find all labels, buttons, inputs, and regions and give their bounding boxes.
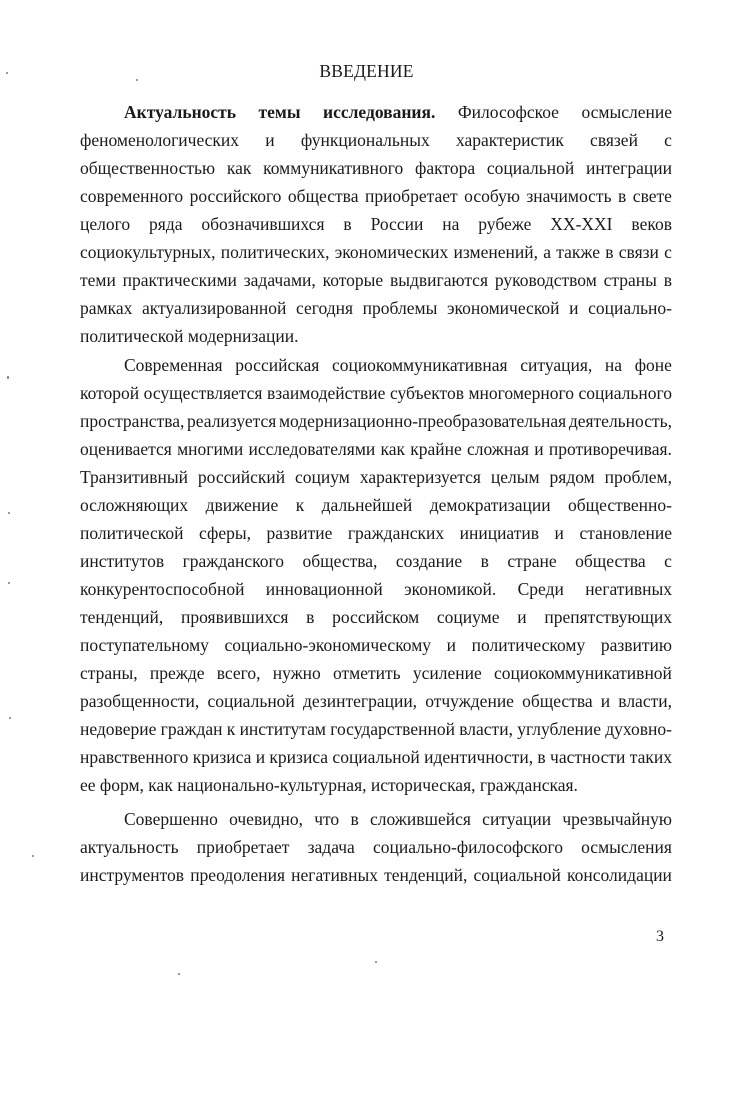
word: социальной xyxy=(486,158,575,178)
text-line xyxy=(80,269,672,291)
word: актуальность xyxy=(80,837,179,857)
word: гражданского xyxy=(182,551,285,571)
word: дальнейшей xyxy=(321,495,413,515)
word: общества, xyxy=(302,551,378,571)
word: общественно- xyxy=(567,495,672,515)
scan-speck xyxy=(32,855,34,857)
scan-speck xyxy=(8,512,10,514)
text-line xyxy=(80,836,672,858)
word: на xyxy=(442,214,460,234)
text-line: ее форм, как национально-культурная, историческая, гражданская. xyxy=(80,775,578,795)
word: социального xyxy=(578,383,672,403)
word: крайне xyxy=(410,439,462,459)
word: проблем, xyxy=(604,467,672,487)
word: как xyxy=(226,158,252,178)
scan-speck xyxy=(6,72,8,74)
word: социальной xyxy=(332,747,420,767)
word: социокоммуникативной xyxy=(493,663,672,683)
word: целого xyxy=(80,214,131,234)
word: руководством xyxy=(494,270,597,290)
text-line xyxy=(80,297,672,319)
word: общественностью xyxy=(80,158,216,178)
scan-speck xyxy=(136,79,138,81)
word: выдвигаются xyxy=(389,270,489,290)
word: развитию xyxy=(600,635,672,655)
word: дезинтеграции, xyxy=(302,691,418,711)
text-line xyxy=(80,213,672,235)
word: сложная xyxy=(466,439,530,459)
word: характеристик xyxy=(455,130,564,150)
word: в xyxy=(343,214,352,234)
word: российский xyxy=(197,467,286,487)
word: социум xyxy=(295,467,350,487)
word: осуществляется xyxy=(143,383,263,403)
word: проблемы xyxy=(362,298,438,318)
word: политическому xyxy=(471,635,586,655)
word: рубеже xyxy=(478,214,532,234)
word: осмысления xyxy=(581,837,672,857)
scan-speck xyxy=(375,961,377,963)
word: российском xyxy=(332,607,420,627)
word: кризиса xyxy=(269,747,329,767)
word: социальной xyxy=(207,691,295,711)
word: экономикой. xyxy=(404,579,497,599)
word: российского xyxy=(189,186,282,206)
word: негативных xyxy=(585,579,672,599)
word: и xyxy=(255,747,266,767)
word: как xyxy=(380,439,406,459)
word: задачами, xyxy=(243,270,316,290)
word: задача xyxy=(307,837,355,857)
word: в xyxy=(537,747,546,767)
word: оценивается xyxy=(80,439,172,459)
bold-word: Актуальность xyxy=(124,102,237,122)
word: и xyxy=(534,439,544,459)
word: а xyxy=(543,242,551,262)
word: в xyxy=(663,270,672,290)
word: таких xyxy=(629,747,672,767)
word: становление xyxy=(579,523,672,543)
word: многими xyxy=(177,439,244,459)
scan-speck xyxy=(178,973,180,975)
word: осложняющих xyxy=(80,495,189,515)
word: конкурентоспособной xyxy=(80,579,245,599)
word: многомерного xyxy=(468,383,575,403)
word: и xyxy=(265,130,275,150)
word: частности xyxy=(550,747,626,767)
word: создание xyxy=(395,551,463,571)
word: рамках xyxy=(80,298,133,318)
word: социальной xyxy=(473,865,561,885)
text-line xyxy=(80,746,672,768)
text-line xyxy=(80,550,672,572)
text-line xyxy=(124,101,672,123)
word: стране xyxy=(507,551,557,571)
word: прежде xyxy=(149,663,205,683)
word: в xyxy=(350,809,359,829)
word: кризиса xyxy=(192,747,252,767)
word: к xyxy=(226,719,236,739)
word: развитие xyxy=(266,523,333,543)
word: отчуждение xyxy=(425,691,514,711)
text-line xyxy=(80,606,672,628)
text-line xyxy=(80,662,672,684)
word: в xyxy=(480,551,489,571)
word: значимость xyxy=(526,186,612,206)
word: которые xyxy=(322,270,384,290)
word: усиление xyxy=(412,663,482,683)
word: институтов xyxy=(80,551,165,571)
word: Философское xyxy=(457,102,559,122)
word: изменений, xyxy=(453,242,538,262)
word: препятствующих xyxy=(544,607,672,627)
word: связи xyxy=(618,242,659,262)
word: также xyxy=(556,242,600,262)
word: интеграции xyxy=(586,158,672,178)
word: социуме xyxy=(436,607,500,627)
bold-word: исследования. xyxy=(323,102,436,122)
text-line xyxy=(80,522,672,544)
word: консолидации xyxy=(567,865,672,885)
text-line xyxy=(80,466,672,488)
word: отметить xyxy=(333,663,401,683)
scan-speck xyxy=(8,582,10,584)
text-line xyxy=(80,864,672,886)
word: Современная xyxy=(124,355,223,375)
word: которой xyxy=(80,383,140,403)
word: приобретает xyxy=(364,186,458,206)
word: модернизационно-преобразовательная xyxy=(278,411,567,431)
word: целым xyxy=(490,467,540,487)
word: России xyxy=(370,214,424,234)
word: институтам xyxy=(239,719,326,739)
word: особую xyxy=(464,186,520,206)
word: идентичности, xyxy=(424,747,534,767)
word: инструментов xyxy=(80,865,185,885)
word: власти, xyxy=(618,691,672,711)
word: что xyxy=(314,809,340,829)
word: социально-философского xyxy=(373,837,563,857)
text-line xyxy=(80,578,672,600)
word: и xyxy=(600,691,611,711)
word: ряда xyxy=(149,214,183,234)
page-number: 3 xyxy=(656,928,664,945)
word: теми xyxy=(80,270,116,290)
word: Совершенно xyxy=(124,809,218,829)
text-line xyxy=(80,157,672,179)
word: социокультурных, xyxy=(80,242,216,262)
word: демократизации xyxy=(429,495,551,515)
word: движение xyxy=(205,495,279,515)
word: экономических xyxy=(334,242,449,262)
word: социально- xyxy=(588,298,672,318)
word: и xyxy=(517,607,527,627)
word: общества xyxy=(575,551,646,571)
word: ситуации xyxy=(482,809,552,829)
word: экономической xyxy=(446,298,560,318)
word: недоверие xyxy=(80,719,157,739)
text-line xyxy=(80,241,672,263)
scan-speck xyxy=(7,376,9,379)
word: взаимодействие xyxy=(266,383,386,403)
word: практическими xyxy=(122,270,237,290)
word: коммуникативного xyxy=(263,158,404,178)
scan-speck xyxy=(9,717,11,719)
word: реализуется xyxy=(187,411,277,431)
word: фактора xyxy=(415,158,476,178)
text-line xyxy=(124,354,672,376)
word: социокоммуникативная xyxy=(331,355,508,375)
word: общества xyxy=(287,186,359,206)
word: общества xyxy=(522,691,593,711)
word: приобретает xyxy=(196,837,290,857)
word: политической xyxy=(80,523,184,543)
word: преодоления xyxy=(190,865,286,885)
word: XX-XXI xyxy=(550,214,613,234)
word: фоне xyxy=(634,355,672,375)
word: нравственного xyxy=(80,747,189,767)
text-line xyxy=(80,494,672,516)
word: Среди xyxy=(517,579,564,599)
word: чрезвычайную xyxy=(562,809,672,829)
word: в xyxy=(306,607,315,627)
word: свете xyxy=(632,186,672,206)
word: нужно xyxy=(272,663,321,683)
word: современного xyxy=(80,186,184,206)
word: углубление xyxy=(517,719,601,739)
word: веков xyxy=(631,214,672,234)
word: на xyxy=(604,355,623,375)
text-line xyxy=(80,382,672,404)
word: всего, xyxy=(216,663,261,683)
word: сферы, xyxy=(199,523,251,543)
word: духовно- xyxy=(605,719,672,739)
word: обозначившихся xyxy=(201,214,325,234)
word: инновационной xyxy=(265,579,383,599)
text-line xyxy=(80,129,672,151)
word: функциональных xyxy=(300,130,430,150)
word: российская xyxy=(235,355,320,375)
word: гражданских xyxy=(347,523,445,543)
word: политических, xyxy=(220,242,330,262)
word: страны, xyxy=(80,663,138,683)
word: проявившихся xyxy=(181,607,289,627)
word: граждан xyxy=(160,719,223,739)
word: очевидно, xyxy=(229,809,303,829)
word: государственной xyxy=(330,719,455,739)
word: в xyxy=(605,242,614,262)
word: сегодня xyxy=(296,298,354,318)
word: власти, xyxy=(459,719,513,739)
word: социально-экономическому xyxy=(224,635,432,655)
word: инициатив xyxy=(459,523,540,543)
word: негативных xyxy=(291,865,378,885)
text-line xyxy=(80,690,672,712)
word: поступательному xyxy=(80,635,209,655)
word: осмысление xyxy=(581,102,672,122)
text-line xyxy=(80,718,672,740)
word: исследователями xyxy=(248,439,376,459)
word: и xyxy=(554,523,564,543)
text-line xyxy=(80,634,672,656)
word: к xyxy=(295,495,305,515)
word: деятельность, xyxy=(568,411,672,431)
word: с xyxy=(664,130,672,150)
word: актуализированной xyxy=(141,298,287,318)
word: и xyxy=(446,635,457,655)
word: Транзитивный xyxy=(80,467,188,487)
word: характеризуется xyxy=(359,467,481,487)
word: в xyxy=(618,186,627,206)
text-line xyxy=(80,185,672,207)
text-line xyxy=(124,808,672,830)
text-line: политической модернизации. xyxy=(80,326,299,346)
word: страны xyxy=(603,270,657,290)
word: связей xyxy=(590,130,638,150)
word: разобщенности, xyxy=(80,691,200,711)
text-line xyxy=(80,410,672,432)
word: ситуация, xyxy=(520,355,593,375)
word: противоречивая. xyxy=(548,439,672,459)
word: субъектов xyxy=(389,383,464,403)
word: и xyxy=(569,298,579,318)
word: феноменологических xyxy=(80,130,240,150)
word: с xyxy=(664,242,672,262)
word: сложившейся xyxy=(369,809,471,829)
bold-word: темы xyxy=(258,102,301,122)
word: рядом xyxy=(549,467,595,487)
text-line xyxy=(80,438,672,460)
section-heading: ВВЕДЕНИЕ xyxy=(319,61,414,81)
word: тенденций, xyxy=(80,607,164,627)
word: пространства, xyxy=(80,411,185,431)
word: с xyxy=(664,551,672,571)
word: тенденций, xyxy=(384,865,468,885)
